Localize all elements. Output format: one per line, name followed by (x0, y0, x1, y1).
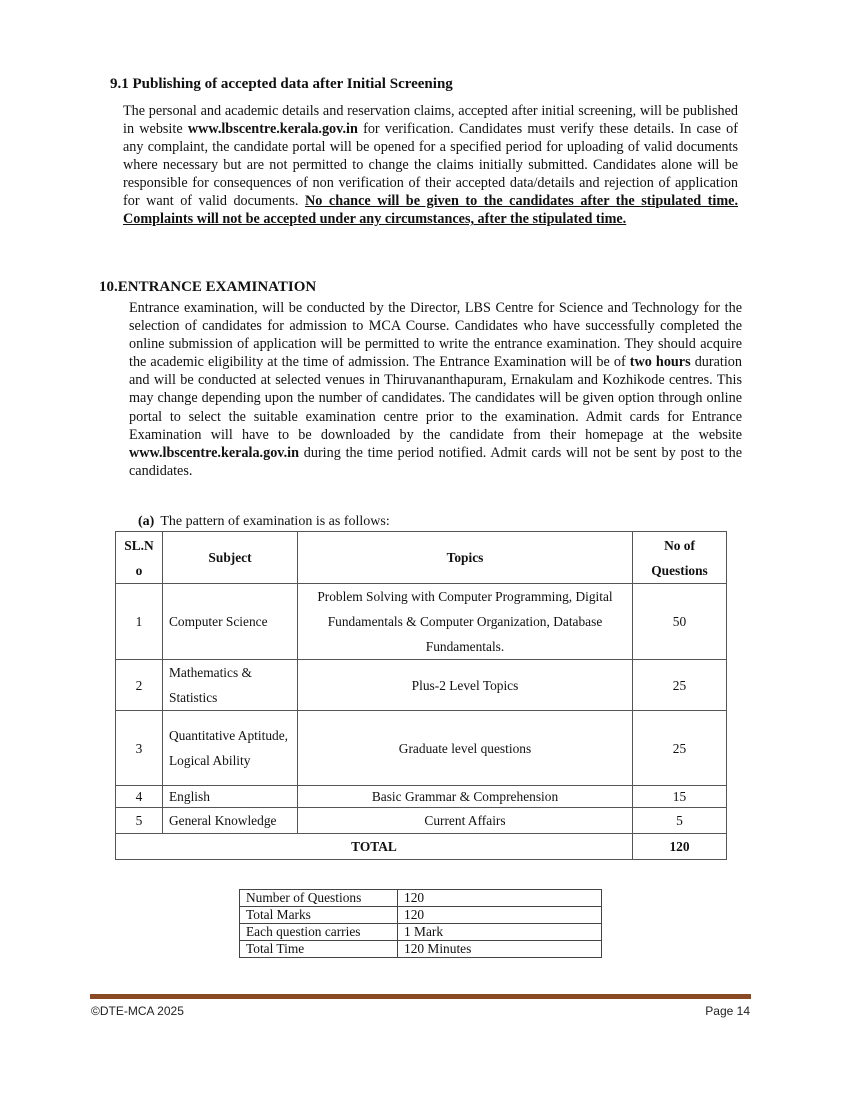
section-9-1-paragraph (123, 102, 738, 228)
header-topics: Topics (298, 532, 633, 584)
section-10-heading: 10.ENTRANCE EXAMINATION (99, 279, 317, 295)
table-row (116, 808, 727, 834)
cell-questions: 25 (633, 711, 727, 786)
exam-summary-table (239, 889, 602, 958)
cell-sl: 3 (116, 711, 163, 786)
section-10-paragraph (129, 299, 742, 480)
table-row (116, 584, 727, 660)
header-slno: SL.N o (116, 532, 163, 584)
cell-sl: 1 (116, 584, 163, 660)
total-value: 120 (633, 834, 727, 860)
cell-topics: Basic Grammar & Comprehension (298, 786, 633, 808)
footer-page-number: Page 14 (705, 1004, 750, 1018)
header-subject: Subject (163, 532, 298, 584)
summary-row (240, 907, 602, 924)
warning-text: No chance will be given to the candidates after the stipulated time. Complaints will not be accepted under any circumstances, after the stipulated time. (123, 193, 739, 227)
summary-row (240, 941, 602, 958)
header-questions: No of Questions (633, 532, 727, 584)
summary-key: Total Time (240, 941, 398, 958)
summary-value: 1 Mark (398, 924, 602, 941)
cell-topics: Problem Solving with Computer Programming, Digital Fundamentals & Computer Organization, Database Fundamentals. (298, 584, 633, 660)
table-row (116, 786, 727, 808)
summary-value: 120 Minutes (398, 941, 602, 958)
cell-questions: 25 (633, 660, 727, 711)
table-row (116, 711, 727, 786)
summary-row (240, 924, 602, 941)
exam-pattern-table (115, 531, 727, 860)
cell-sl: 5 (116, 808, 163, 834)
summary-value: 120 (398, 907, 602, 924)
cell-subject: Mathematics & Statistics (163, 660, 298, 711)
website-link: www.lbscentre.kerala.gov.in (129, 444, 299, 461)
pattern-caption (138, 514, 390, 530)
paragraph-text: The personal and academic details and reservation claims, accepted after initial screening, will be published in website (123, 103, 738, 137)
footer-copyright: ©DTE-MCA 2025 (91, 1004, 184, 1018)
pattern-label: (a) (138, 514, 155, 529)
footer-rule (90, 994, 751, 999)
summary-key: Number of Questions (240, 890, 398, 907)
cell-topics: Plus-2 Level Topics (298, 660, 633, 711)
summary-key: Each question carries (240, 924, 398, 941)
total-row (116, 834, 727, 860)
cell-subject: Quantitative Aptitude, Logical Ability (163, 711, 298, 786)
cell-questions: 50 (633, 584, 727, 660)
summary-key: Total Marks (240, 907, 398, 924)
paragraph-text: during the time period notified. Admit cards will not be sent by post to the candidates. (129, 444, 742, 479)
paragraph-text: for verification. Candidates must verify these details. In case of any complaint, the candidate portal will be opened for a specified period for uploading of valid documents where necessary but are not permitted to change the claims initially submitted. Candidates alone will be responsible for consequences of non verification of their accepted data/details and rejection of application for want of valid documents. (123, 121, 738, 209)
pattern-caption-text: The pattern of examination is as follows: (160, 514, 390, 529)
total-label: TOTAL (116, 834, 633, 860)
cell-sl: 2 (116, 660, 163, 711)
cell-questions: 5 (633, 808, 727, 834)
paragraph-text: duration and will be conducted at selected venues in Thiruvananthapuram, Ernakulam and Kozhikode centres. This may change depending upon the number of candidates. The candidates will be given option through online portal to select the suitable examination centre prior to the examination. Admit cards for Entrance Examination will have to be downloaded by the candidate from their homepage at the website (129, 354, 742, 443)
table-row (116, 660, 727, 711)
cell-topics: Current Affairs (298, 808, 633, 834)
section-9-1-heading: 9.1 Publishing of accepted data after Initial Screening (110, 76, 453, 92)
cell-questions: 15 (633, 786, 727, 808)
summary-row (240, 890, 602, 907)
cell-subject: General Knowledge (163, 808, 298, 834)
website-link: www.lbscentre.kerala.gov.in (187, 121, 358, 137)
duration-text: two hours (629, 354, 691, 371)
cell-subject: English (163, 786, 298, 808)
summary-value: 120 (398, 890, 602, 907)
paragraph-text: Entrance examination, will be conducted by the Director, LBS Centre for Science and Technology for the selection of candidates for admission to MCA Course. Candidates who have successfully completed the online submission of application will be permitted to write the entrance examination. They should acquire the academic eligibility at the time of admission. The Entrance Examination will be of (129, 300, 742, 371)
cell-sl: 4 (116, 786, 163, 808)
table-header-row (116, 532, 727, 584)
cell-subject: Computer Science (163, 584, 298, 660)
cell-topics: Graduate level questions (298, 711, 633, 786)
